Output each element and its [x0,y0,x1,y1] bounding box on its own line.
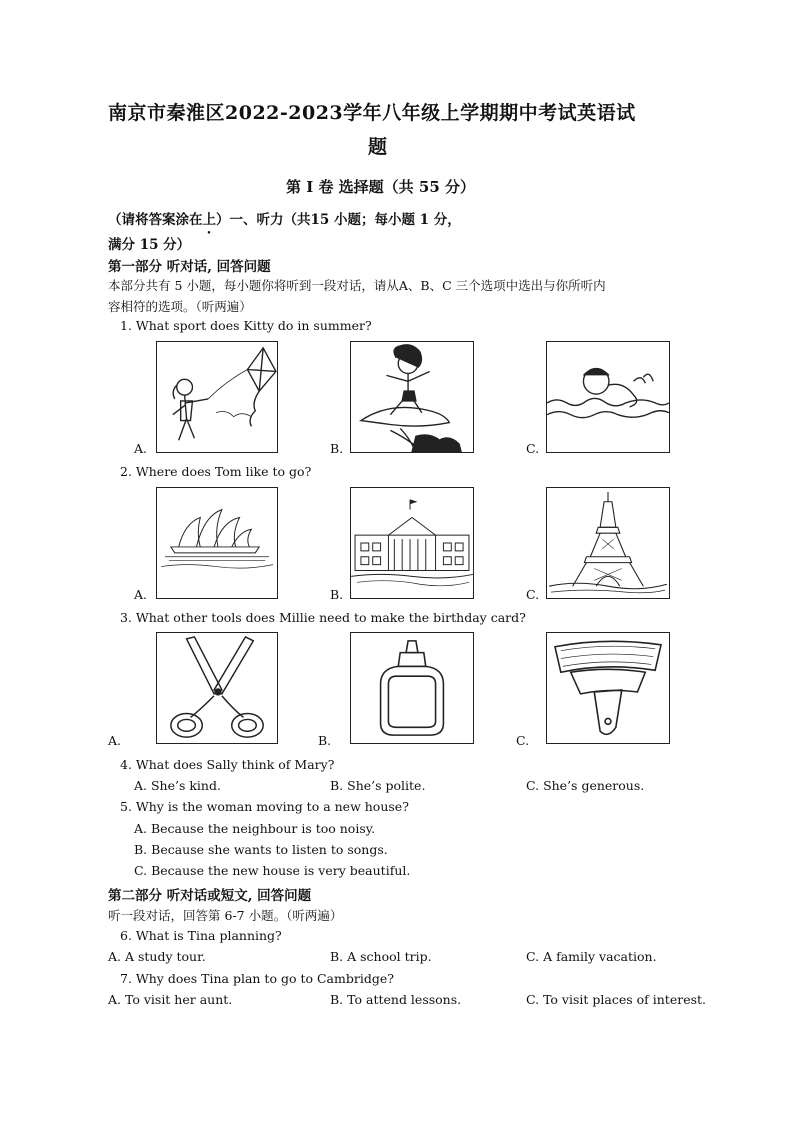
part2-title: 第二部分 听对话或短文, 回答问题 [108,888,312,904]
page-title-line1: 南京市秦淮区2022-2023学年八年级上学期期中考试英语试 [108,102,636,124]
q1-label-b[interactable]: B. [330,441,344,456]
paintbrush-image[interactable] [546,632,670,744]
part2-instructions: 听一段对话，回答第 6-7 小题。（听两遍） [108,908,343,923]
q2-label-b[interactable]: B. [330,587,344,602]
question-1: 1. What sport does Kitty do in summer? [120,318,372,333]
q6-option-c[interactable]: C. A family vacation. [526,949,657,964]
q4-option-c[interactable]: C. She’s generous. [526,778,645,793]
q5-option-a[interactable]: A. Because the neighbour is too noisy. [134,821,376,836]
q7-option-b[interactable]: B. To attend lessons. [330,992,462,1007]
listening-header-line2: 满分 15 分） [108,237,191,253]
listening-header-dotted: 上 [202,212,216,228]
white-house-image[interactable] [350,487,474,599]
q1-label-a[interactable]: A. [134,441,148,456]
surfing-image[interactable] [350,341,474,453]
swimming-image[interactable] [546,341,670,453]
kite-flying-image[interactable] [156,341,278,453]
question-6: 6. What is Tina planning? [120,928,282,943]
sydney-opera-house-image[interactable] [156,487,278,599]
listening-header-prefix: （请将答案涂在 [108,212,203,228]
section-title: 第 I 卷 选择题（共 55 分） [286,178,476,196]
page-title-line2: 题 [368,136,388,158]
part1-title: 第一部分 听对话, 回答问题 [108,259,271,275]
question-5: 5. Why is the woman moving to a new house? [120,799,409,814]
q3-label-c[interactable]: C. [516,733,530,748]
part1-instructions-line2: 容相符的选项。（听两遍） [108,299,252,314]
part1-instructions-line1: 本部分共有 5 小题，每小题你将听到一段对话，请从A、B、C 三个选项中选出与你所听内 [108,278,606,293]
question-7: 7. Why does Tina plan to go to Cambridge? [120,971,394,986]
listening-header-rest: ）一、听力（共15 小题；每小题 1 分， [216,212,461,228]
q3-label-b[interactable]: B. [318,733,332,748]
glue-bottle-image[interactable] [350,632,474,744]
scissors-image[interactable] [156,632,278,744]
q4-option-a[interactable]: A. She’s kind. [134,778,221,793]
q6-option-a[interactable]: A. A study tour. [108,949,206,964]
q2-label-c[interactable]: C. [526,587,540,602]
q5-option-b[interactable]: B. Because she wants to listen to songs. [134,842,388,857]
q4-option-b[interactable]: B. She’s polite. [330,778,426,793]
question-3: 3. What other tools does Millie need to make the birthday card? [120,610,526,625]
q3-label-a[interactable]: A. [108,733,122,748]
q6-option-b[interactable]: B. A school trip. [330,949,432,964]
q1-label-c[interactable]: C. [526,441,540,456]
eiffel-tower-image[interactable] [546,487,670,599]
q2-label-a[interactable]: A. [134,587,148,602]
q7-option-c[interactable]: C. To visit places of interest. [526,992,707,1007]
question-2: 2. Where does Tom like to go? [120,464,312,479]
question-4: 4. What does Sally think of Mary? [120,757,335,772]
q5-option-c[interactable]: C. Because the new house is very beautiful. [134,863,411,878]
q7-option-a[interactable]: A. To visit her aunt. [108,992,233,1007]
